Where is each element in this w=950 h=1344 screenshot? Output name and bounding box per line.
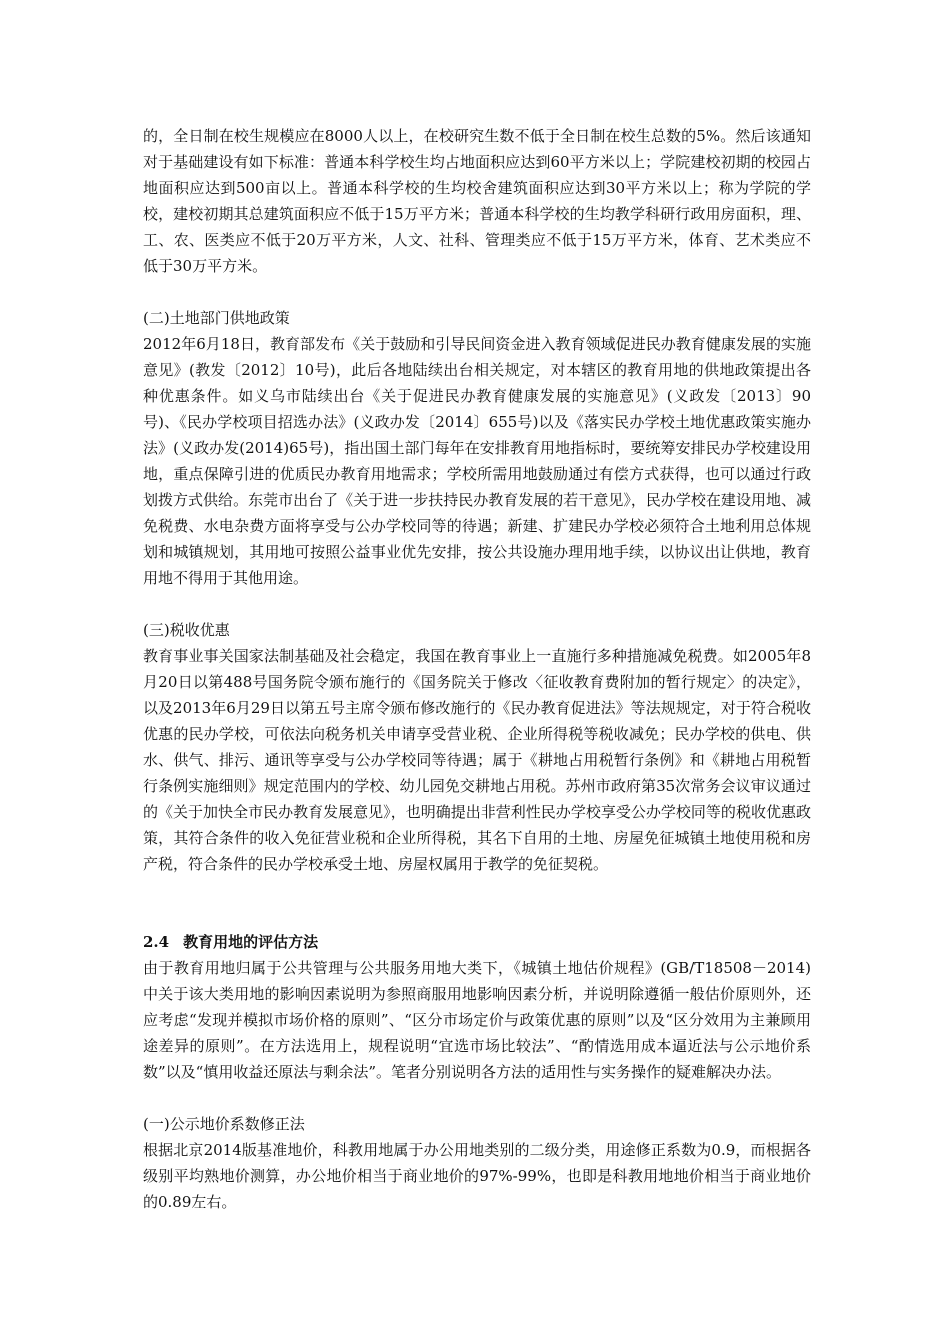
intro-paragraph: 的，全日制在校生规模应在8000人以上，在校研究生数不低于全日制在校生总数的5%。然后该通知对于基础建设有如下标准：普通本科学校生均占地面积应达到60平方米以上；学院建校初期的校园占地面积应达到500亩以上。普通本科学校的生均校舍建筑面积应达到30平方米以上；称为学院的学校，建校初期其总建筑面积应不低于15万平方米；普通本科学校的生均教学科研行政用房面积，理、工、农、医类应不低于20万平方米，人文、社科、管理类应不低于15万平方米，体育、艺术类应不低于30万平方米。 (143, 127, 811, 275)
document-page (143, 123, 811, 1215)
paragraph-spacer (143, 591, 811, 617)
section-paragraph: 由于教育用地归属于公共管理与公共服务用地大类下，《城镇土地估价规程》(GB/T18508－2014)中关于该大类用地的影响因素说明为参照商服用地影响因素分析，并说明除遵循一般估价原则外，还应考虑“发现并模拟市场价格的原则”、“区分市场定价与政策优惠的原则”以及“区分效用为主兼顾用途差异的原则”。在方法选用上，规程说明“宜选市场比较法”、“酌情选用成本逼近法与公示地价系数”以及“慎用收益还原法与剩余法”。笔者分别说明各方法的适用性与实务操作的疑难解决办法。 (143, 959, 811, 1081)
tax-paragraph: 教育事业事关国家法制基础及社会稳定，我国在教育事业上一直施行多种措施减免税费。如2005年8月20日以第488号国务院令颁布施行的《国务院关于修改〈征收教育费附加的暂行规定〉的决定》，以及2013年6月29日以第五号主席令颁布修改施行的《民办教育促进法》等法规规定，对于符合税收优惠的民办学校，可依法向税务机关申请享受营业税、企业所得税等税收减免；民办学校的供电、供水、供气、排污、通讯等享受与公办学校同等待遇；属于《耕地占用税暂行条例》和《耕地占用税暂行条例实施细则》规定范围内的学校、幼儿园免交耕地占用税。苏州市政府第35次常务会议审议通过的《关于加快全市民办教育发展意见》，也明确提出非营利性民办学校享受公办学校同等的税收优惠政策，其符合条件的收入免征营业税和企业所得税，其名下自用的土地、房屋免征城镇土地使用税和房产税，符合条件的民办学校承受土地、房屋权属用于教学的免征契税。 (143, 647, 811, 873)
benchmark-method-paragraph: 根据北京2014版基准地价，科教用地属于办公用地类别的二级分类，用途修正系数为0.9，而根据各级别平均熟地价测算，办公地价相当于商业地价的97%-99%，也即是科教用地地价相当于商业地价的0.89左右。 (143, 1141, 811, 1211)
tax-heading: (三)税收优惠 (143, 621, 230, 639)
land-policy-heading: (二)土地部门供地政策 (143, 309, 290, 327)
paragraph-spacer (143, 279, 811, 305)
section-spacer (143, 877, 811, 929)
section-title: 教育用地的评估方法 (183, 933, 319, 951)
paragraph-spacer (143, 1085, 811, 1111)
benchmark-method-heading: (一)公示地价系数修正法 (143, 1115, 305, 1133)
section-number: 2.4 (143, 933, 170, 951)
section-heading (143, 929, 811, 955)
land-policy-paragraph: 2012年6月18日，教育部发布《关于鼓励和引导民间资金进入教育领域促进民办教育健康发展的实施意见》(教发〔2012〕10号)，此后各地陆续出台相关规定，对本辖区的教育用地的供地政策提出各种优惠条件。如义乌市陆续出台《关于促进民办教育健康发展的实施意见》(义政发〔2013〕90号)、《民办学校项目招选办法》(义政办发〔2014〕655号)以及《落实民办学校土地优惠政策实施办法》(义政办发(2014)65号)，指出国土部门每年在安排教育用地指标时，要统筹安排民办学校建设用地，重点保障引进的优质民办教育用地需求；学校所需用地鼓励通过有偿方式获得，也可以通过行政划拨方式供给。东莞市出台了《关于进一步扶持民办教育发展的若干意见》，民办学校在建设用地、减免税费、水电杂费方面将享受与公办学校同等的待遇；新建、扩建民办学校必须符合土地利用总体规划和城镇规划，其用地可按照公益事业优先安排，按公共设施办理用地手续，以协议出让供地，教育用地不得用于其他用途。 (143, 335, 811, 587)
